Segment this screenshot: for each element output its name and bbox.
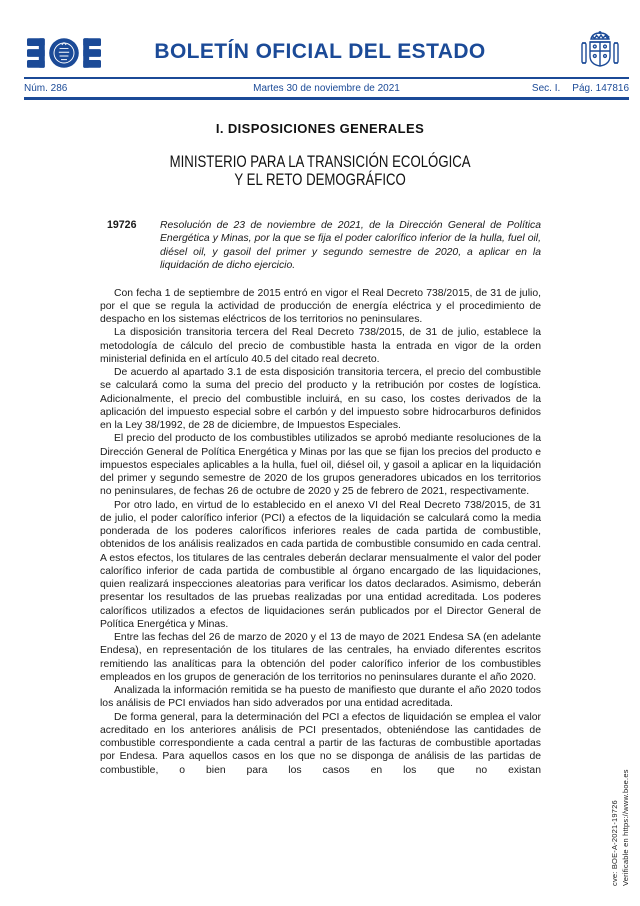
ministry-heading	[0, 153, 640, 189]
body-paragraph: De forma general, para la determinación del PCI a efectos de liquidación se emplea el valor acreditado en los anteriores análisis de PCI presentados, obteniéndose las cantidades de combustible correspondiente a cada central a partir de las facturas de combustible aportadas por Endesa. Para aquellos casos en los que no se disponga de análisis de las partidas de combustible, o bien para los casos en los que no existan	[100, 711, 541, 776]
document-body	[0, 100, 640, 777]
issue-date: Martes 30 de noviembre de 2021	[253, 83, 400, 94]
body-paragraph: Con fecha 1 de septiembre de 2015 entró en vigor el Real Decreto 738/2015, de 31 de julio, por el que se regula la actividad de producción de energía eléctrica y el procedimiento de despacho en los sistemas eléctricos de los territorios no peninsulares.	[100, 287, 541, 326]
cve-sidebar	[609, 686, 631, 886]
masthead-title: BOLETÍN OFICIAL DEL ESTADO	[154, 40, 486, 63]
resolution-item	[0, 219, 640, 273]
resolution-summary: Resolución de 23 de noviembre de 2021, de la Dirección General de Política Energética y Minas, por la que se fija el poder calorífico inferior de la hulla, fuel oil, diésel oil, y gasoil del primer y segundo semestre de 2020, a aplicar en la liquidación de dicho ejercicio.	[160, 220, 541, 272]
section-page	[479, 83, 629, 94]
page-label: Pág. 147816	[572, 83, 629, 94]
cve-verification: Verificable en https://www.boe.es	[621, 769, 630, 886]
resolution-number: 19726	[107, 219, 137, 231]
body-paragraph: La disposición transitoria tercera del Real Decreto 738/2015, de 31 de julio, establece la metodología de cálculo del precio de combustible hasta la entrada en vigor de la orden ministerial definida en el artículo 40.5 del citado real decreto.	[100, 327, 541, 365]
masthead	[0, 0, 640, 94]
paragraph-block	[0, 287, 640, 777]
body-paragraph: Analizada la información remitida se ha puesto de manifiesto que durante el año 2020 todos los análisis de PCI enviados han sido adverados por una entidad acreditada.	[100, 685, 541, 710]
body-paragraph: Por otro lado, en virtud de lo establecido en el anexo VI del Real Decreto 738/2015, de 31 de julio, el poder calorífico inferior (PCI) a efectos de la liquidación se calculará como la media ponderada de los poderes caloríficos inferiores reales de cada partida de combustible, obtenidos de los análisis realizados en cada partida de combustible consumido en cada central. A estos efectos, los titulares de las centrales deberán declarar mensualmente el valor del poder calorífico inferior de cada partida de combustible al órgano encargado de las liquidaciones, quien realizará inspecciones aleatorias para verificar los datos declarados. Asimismo, deberán presentar los resultados de las pruebas realizadas por una entidad acreditada. Los poderes caloríficos utilizados a efectos de liquidaciones serán publicados por el Director General de Política Energética y Minas.	[100, 499, 541, 630]
body-paragraph: El precio del producto de los combustibles utilizados se aprobó mediante resoluciones de la Dirección General de Política Energética y Minas por las que se fijan los precios del producto e impuestos especiales aplicables a la hulla, fuel oil, diésel oil, y gasoil a aplicar en la liquidación del primer y segundo semestre de 2020 de los grupos generadores ubicados en los territorios no peninsulares, de fechas 26 de octubre de 2020 y 25 de febrero de 2021, respectivamente.	[100, 433, 541, 498]
masthead-divider-top	[24, 77, 629, 79]
ministry-line-2: Y EL RETO DEMOGRÁFICO	[234, 171, 406, 189]
body-paragraph: Entre las fechas del 26 de marzo de 2020 y el 13 de mayo de 2021 Endesa SA (en adelante Endesa), en representación de los titulares de las centrales, ha enviado diferentes escritos remitiendo las analíticas para la obtención del poder calorífico inferior de los combustibles empleados en los grupos de generación de los territorios no peninsulares durante el año 2020.	[100, 632, 541, 683]
issue-number: Núm. 286	[24, 83, 68, 94]
cve-code: cve: BOE-A-2021-19726	[610, 800, 619, 886]
ministry-line-1: MINISTERIO PARA LA TRANSICIÓN ECOLÓGICA	[169, 153, 471, 171]
body-paragraph: De acuerdo al apartado 3.1 de esta disposición transitoria tercera, el precio del combustible se calculará como la suma del precio del producto y la retribución por costes de logística. Adicionalmente, el precio del combustible incluirá, en su caso, los costes derivados de la aplicación del impuesto especial sobre el carbón y del impuesto sobre hidrocarburos definidos en la Ley 38/1992, de 28 de diciembre, de Impuestos Especiales.	[100, 367, 541, 432]
section-label: Sec. I.	[531, 83, 561, 94]
masthead-info-row	[24, 82, 629, 95]
masthead-logo-row	[0, 0, 640, 77]
coat-of-arms-icon	[577, 29, 623, 75]
section-heading: I. DISPOSICIONES GENERALES	[215, 121, 425, 136]
